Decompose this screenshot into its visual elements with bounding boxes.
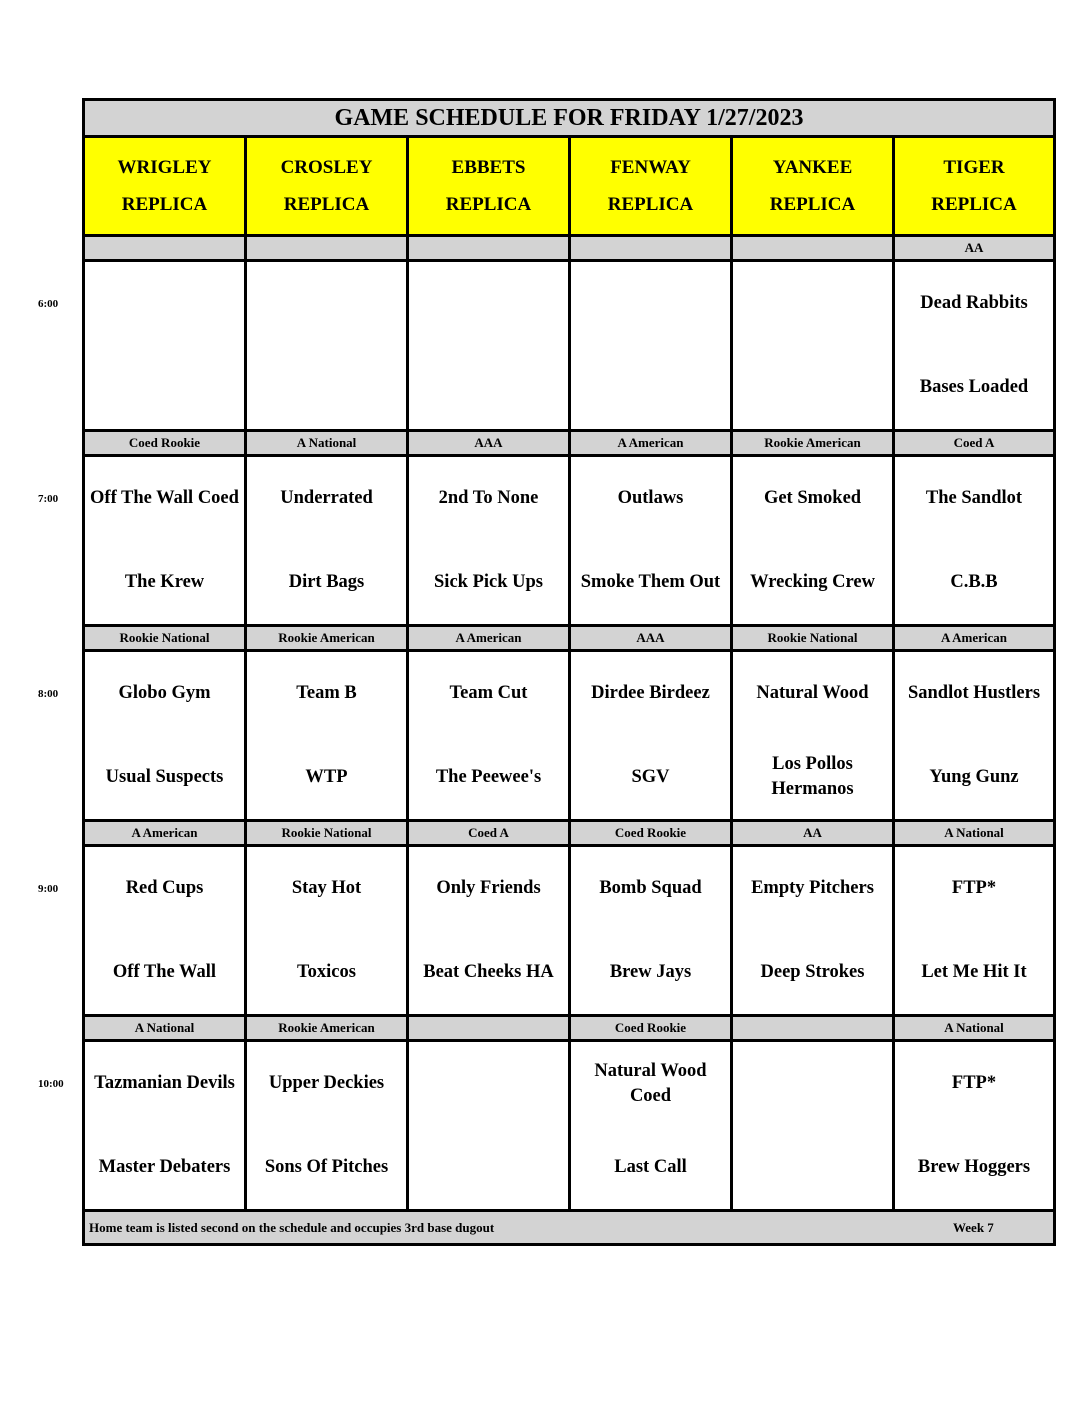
home-team: Brew Jays xyxy=(609,961,692,982)
away-team: Dirdee Birdeez xyxy=(591,683,710,704)
field-sub: REPLICA xyxy=(445,194,532,215)
game-cell xyxy=(571,847,733,1014)
away-team: Team Cut xyxy=(449,683,528,704)
division-row xyxy=(85,627,1053,652)
away-team: Get Smoked xyxy=(763,488,862,509)
game-cell xyxy=(247,652,409,819)
division-label xyxy=(85,237,247,259)
division-label: AAA xyxy=(571,627,733,649)
away-team: Bomb Squad xyxy=(599,878,702,899)
week-label: Week 7 xyxy=(953,1220,994,1235)
home-team: Yung Gunz xyxy=(929,766,1019,787)
home-team: Sons Of Pitches xyxy=(264,1156,389,1177)
home-team: Dirt Bags xyxy=(288,571,365,592)
field-name: CROSLEY xyxy=(280,157,373,178)
game-cell xyxy=(733,847,895,1014)
schedule-table xyxy=(82,98,1056,1246)
division-label xyxy=(571,237,733,259)
game-cell xyxy=(409,262,571,429)
division-label: Rookie National xyxy=(85,627,247,649)
field-header xyxy=(733,138,895,234)
home-team: Let Me Hit It xyxy=(921,961,1027,982)
game-cell xyxy=(895,262,1053,429)
field-name: YANKEE xyxy=(772,157,853,178)
field-name: EBBETS xyxy=(451,157,526,178)
division-label: AAA xyxy=(409,432,571,454)
game-cell xyxy=(571,1042,733,1209)
schedule-title: GAME SCHEDULE FOR FRIDAY 1/27/2023 xyxy=(334,105,804,131)
game-cell xyxy=(409,457,571,624)
game-cell xyxy=(895,1042,1053,1209)
division-row xyxy=(85,432,1053,457)
home-team: Smoke Them Out xyxy=(580,571,721,592)
footer-note: Home team is listed second on the schedule and occupies 3rd base dugout xyxy=(89,1220,495,1235)
time-label: 7:00 xyxy=(38,493,59,505)
home-team: Toxicos xyxy=(297,961,356,982)
home-team: Master Debaters xyxy=(98,1156,231,1177)
division-label: A American xyxy=(409,627,571,649)
away-team: Empty Pitchers xyxy=(751,878,874,899)
division-label xyxy=(409,237,571,259)
division-label xyxy=(247,237,409,259)
away-team: Upper Deckies xyxy=(268,1073,385,1094)
time-label: 10:00 xyxy=(38,1078,64,1090)
home-team: Usual Suspects xyxy=(105,766,224,787)
away-team: Red Cups xyxy=(125,878,204,899)
field-header xyxy=(895,138,1053,234)
home-team: Brew Hoggers xyxy=(917,1156,1031,1177)
game-cell xyxy=(571,262,733,429)
division-row xyxy=(85,822,1053,847)
division-label xyxy=(409,1017,571,1039)
game-cell xyxy=(733,457,895,624)
field-name: WRIGLEY xyxy=(117,157,212,178)
game-cell xyxy=(85,1042,247,1209)
away-team: 2nd To None xyxy=(438,488,539,509)
game-cell xyxy=(409,847,571,1014)
home-team: Bases Loaded xyxy=(919,376,1029,397)
game-cell xyxy=(85,652,247,819)
division-label: Coed Rookie xyxy=(571,1017,733,1039)
division-label: Coed A xyxy=(409,822,571,844)
division-label: Rookie National xyxy=(733,627,895,649)
game-cell xyxy=(247,1042,409,1209)
home-team: SGV xyxy=(631,766,670,787)
home-team: C.B.B xyxy=(950,571,998,592)
away-team: Sandlot Hustlers xyxy=(907,683,1041,704)
field-header xyxy=(571,138,733,234)
division-label: AA xyxy=(733,822,895,844)
game-cell xyxy=(571,457,733,624)
away-team: FTP* xyxy=(951,1073,997,1094)
game-cell xyxy=(895,652,1053,819)
game-cell xyxy=(733,262,895,429)
away-team: FTP* xyxy=(951,878,997,899)
game-cell xyxy=(895,847,1053,1014)
field-sub: REPLICA xyxy=(769,194,856,215)
division-label: Coed Rookie xyxy=(571,822,733,844)
home-team: The Peewee's xyxy=(435,766,542,787)
home-team: Wrecking Crew xyxy=(750,571,875,592)
division-label xyxy=(733,1017,895,1039)
division-label: Coed A xyxy=(953,435,995,450)
field-header xyxy=(85,138,247,234)
away-team: Off The Wall Coed xyxy=(90,488,239,509)
game-cell xyxy=(409,1042,571,1209)
field-sub: REPLICA xyxy=(607,194,694,215)
time-label: 8:00 xyxy=(38,688,59,700)
field-sub: REPLICA xyxy=(283,194,370,215)
away-team: Stay Hot xyxy=(291,878,362,899)
division-label: Rookie American xyxy=(247,627,409,649)
home-team: Off The Wall xyxy=(112,961,217,982)
field-header xyxy=(409,138,571,234)
game-cell xyxy=(571,652,733,819)
game-cell xyxy=(247,457,409,624)
game-cell xyxy=(85,847,247,1014)
division-label: Rookie National xyxy=(247,822,409,844)
game-cell xyxy=(895,457,1053,624)
division-label xyxy=(733,237,895,259)
division-label: AA xyxy=(964,240,984,255)
game-row xyxy=(85,652,1053,822)
time-label: 9:00 xyxy=(38,883,59,895)
field-name: FENWAY xyxy=(610,157,691,178)
field-sub: REPLICA xyxy=(931,194,1017,215)
game-cell xyxy=(733,652,895,819)
division-label: Rookie American xyxy=(247,1017,409,1039)
game-cell xyxy=(85,457,247,624)
away-team: Natural Wood xyxy=(756,683,869,704)
footer-row xyxy=(85,1212,1053,1243)
division-label: A National xyxy=(944,825,1004,840)
game-cell xyxy=(409,652,571,819)
game-cell xyxy=(85,262,247,429)
away-team: Outlaws xyxy=(617,488,684,509)
division-label: A National xyxy=(85,1017,247,1039)
home-team: The Krew xyxy=(124,571,205,592)
division-row xyxy=(85,1017,1053,1042)
division-label: A American xyxy=(571,432,733,454)
away-team: Dead Rabbits xyxy=(920,293,1028,314)
division-row xyxy=(85,237,1053,262)
away-team: Natural Wood Coed xyxy=(594,1060,707,1106)
away-team: Team B xyxy=(296,683,357,704)
time-label: 6:00 xyxy=(38,298,59,310)
away-team: Tazmanian Devils xyxy=(94,1073,235,1094)
away-team: The Sandlot xyxy=(925,488,1023,509)
game-row xyxy=(85,847,1053,1017)
division-label: A American xyxy=(85,822,247,844)
schedule-title-row xyxy=(85,101,1053,138)
division-label: A National xyxy=(247,432,409,454)
home-team: Sick Pick Ups xyxy=(434,571,543,592)
game-row xyxy=(85,262,1053,432)
home-team: Deep Strokes xyxy=(760,961,865,982)
field-name: TIGER xyxy=(943,157,1005,178)
division-label: Rookie American xyxy=(733,432,895,454)
game-row xyxy=(85,457,1053,627)
field-header xyxy=(247,138,409,234)
away-team: Only Friends xyxy=(436,878,541,899)
away-team: Globo Gym xyxy=(118,683,211,704)
game-cell xyxy=(247,847,409,1014)
game-cell xyxy=(247,262,409,429)
division-label: A American xyxy=(940,630,1008,645)
home-team: Last Call xyxy=(614,1156,687,1177)
home-team: Beat Cheeks HA xyxy=(423,961,554,982)
home-team: WTP xyxy=(305,766,348,787)
field-sub: REPLICA xyxy=(121,194,208,215)
division-label: A National xyxy=(944,1020,1004,1035)
home-team: Los Pollos Hermanos xyxy=(771,754,854,800)
division-label: Coed Rookie xyxy=(85,432,247,454)
game-cell xyxy=(733,1042,895,1209)
field-header-row xyxy=(85,138,1053,237)
game-row xyxy=(85,1042,1053,1212)
away-team: Underrated xyxy=(280,488,373,509)
